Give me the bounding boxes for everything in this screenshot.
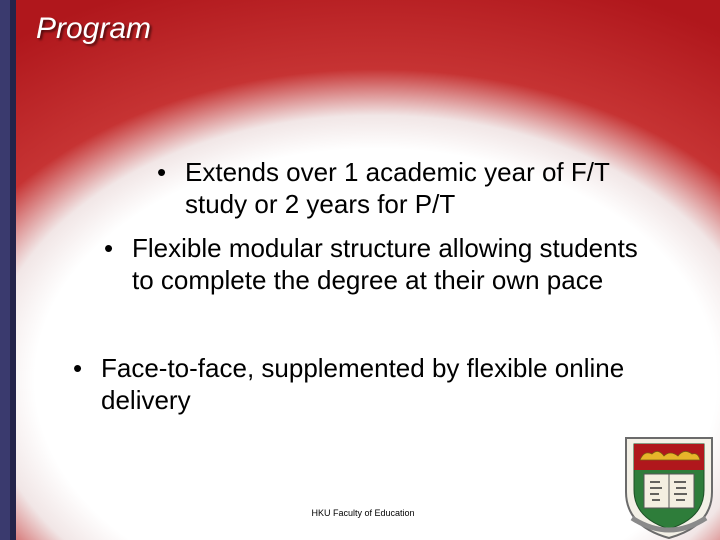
bullet-item	[157, 156, 667, 220]
bullet-marker: •	[73, 353, 83, 383]
bullet-item	[73, 352, 673, 416]
bullet-item	[104, 232, 644, 296]
left-accent-bar	[0, 0, 10, 540]
bullet-text: Face-to-face, supplemented by flexible online delivery	[101, 353, 625, 415]
bullet-marker: •	[104, 233, 114, 263]
bullet-text: Extends over 1 academic year of F/T study or 2 years for P/T	[185, 157, 610, 219]
hku-crest-icon	[622, 434, 716, 540]
slide-title: Program	[36, 12, 152, 45]
bullet-text: Flexible modular structure allowing students to complete the degree at their own pace	[132, 233, 638, 295]
footer-text: HKU Faculty of Education	[311, 508, 415, 518]
bullet-marker: •	[157, 157, 167, 187]
